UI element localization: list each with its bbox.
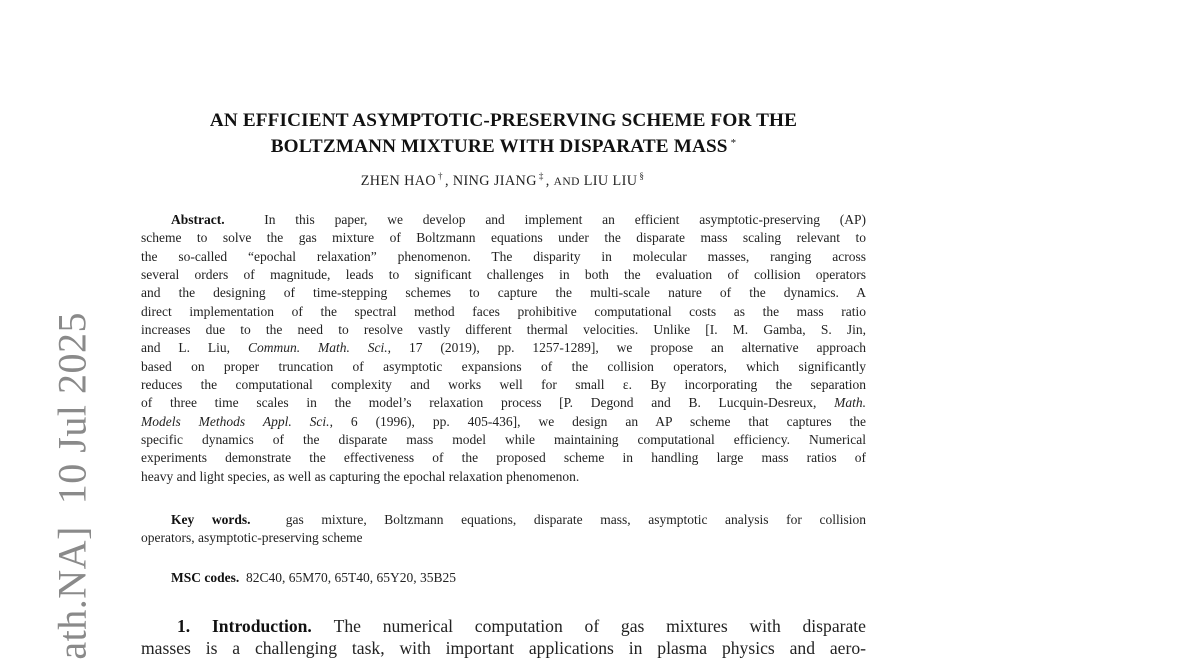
author-list: ZHEN HAO † , NING JIANG ‡ , AND LIU LIU § <box>360 171 645 189</box>
abstract-line: and L. Liu, Commun. Math. Sci., 17 (2019), pp. 1257-1289], we propose an alternative approach <box>141 340 866 356</box>
arxiv-date: 10 Jul 2025 <box>49 312 95 505</box>
author-name: NING JIANG <box>452 173 537 189</box>
abstract-line: of three time scales in the model’s relaxation process [P. Degond and B. Lucquin-Desreux, Math. <box>141 395 866 411</box>
citation-journal: Models Methods Appl. Sci. <box>141 413 330 429</box>
abstract-line: direct implementation of the spectral method faces prohibitive computational costs as the mass ratio <box>141 303 866 319</box>
author-footnote-mark[interactable]: § <box>639 171 645 181</box>
author-name: LIU LIU <box>583 173 638 189</box>
abstract-line: and the designing of time-stepping schemes to capture the multi-scale nature of the dynamics. A <box>141 285 866 301</box>
title-footnote-mark[interactable]: * <box>730 137 737 149</box>
keywords-line: Key words. gas mixture, Boltzmann equations, disparate mass, asymptotic analysis for collision <box>171 512 867 527</box>
intro-line: 1. Introduction. The numerical computation of gas mixtures with disparate <box>177 616 866 636</box>
abstract-heading: Abstract. <box>171 212 225 227</box>
arxiv-stamp-text <box>49 312 96 660</box>
msc-codes <box>171 569 871 587</box>
title-line-2 <box>140 132 867 158</box>
introduction-section <box>141 615 866 659</box>
abstract <box>141 211 866 486</box>
citation-journal: Math. <box>834 395 866 411</box>
keywords-line: operators, asymptotic-preserving scheme <box>141 530 363 546</box>
abstract-line: Models Methods Appl. Sci., 6 (1996), pp. 405-436], we design an AP scheme that captures the <box>141 413 867 429</box>
citation-journal: Commun. Math. Sci. <box>247 340 388 356</box>
msc-code-list: 82C40, 65M70, 65T40, 65Y20, 35B25 <box>246 570 457 585</box>
abstract-line: based on proper truncation of asymptotic expansions of the collision operators, which significantly <box>141 358 866 374</box>
abstract-line: increases due to the need to resolve vastly different thermal velocities. Unlike [I. M. Gamba, S. Jin, <box>141 322 866 338</box>
section-heading: 1. Introduction. <box>177 616 312 636</box>
keywords-heading: Key words. <box>171 512 251 527</box>
msc-heading: MSC codes. <box>171 570 240 585</box>
author-footnote-mark[interactable]: † <box>438 171 443 181</box>
abstract-line: experiments demonstrate the effectiveness of the proposed scheme in handling large mass ratios of <box>141 450 866 466</box>
abstract-line: the so-called “epochal relaxation” phenomenon. The disparity in molecular masses, ranging across <box>141 248 866 264</box>
author-name: ZHEN HAO <box>360 173 437 189</box>
title-line-2-text: BOLTZMANN MIXTURE WITH DISPARATE MASS <box>270 136 728 157</box>
title-line-1: AN EFFICIENT ASYMPTOTIC-PRESERVING SCHEME FOR THE <box>209 110 798 131</box>
keywords <box>141 511 866 548</box>
author-footnote-mark[interactable]: ‡ <box>538 171 544 181</box>
abstract-line: specific dynamics of the disparate mass model while maintaining computational efficiency. Numerical <box>141 432 866 448</box>
abstract-line: Abstract. In this paper, we develop and implement an efficient asymptotic-preserving (AP) <box>171 212 867 227</box>
abstract-line: several orders of magnitude, leads to significant challenges in both the evaluation of collision operators <box>141 267 866 283</box>
intro-line: masses is a challenging task, with important applications in plasma physics and aero- <box>141 638 866 658</box>
abstract-line: reduces the computational complexity and works well for small ε. By incorporating the separation <box>141 377 866 393</box>
author-conjunction: AND <box>553 176 580 188</box>
arxiv-stamp <box>20 312 95 672</box>
arxiv-category: ath.NA] <box>49 526 95 660</box>
paper-title <box>140 109 867 158</box>
abstract-line: scheme to solve the gas mixture of Boltzmann equations under the disparate mass scaling relevant to <box>141 230 866 246</box>
abstract-line: heavy and light species, as well as capturing the epochal relaxation phenomenon. <box>141 468 580 484</box>
